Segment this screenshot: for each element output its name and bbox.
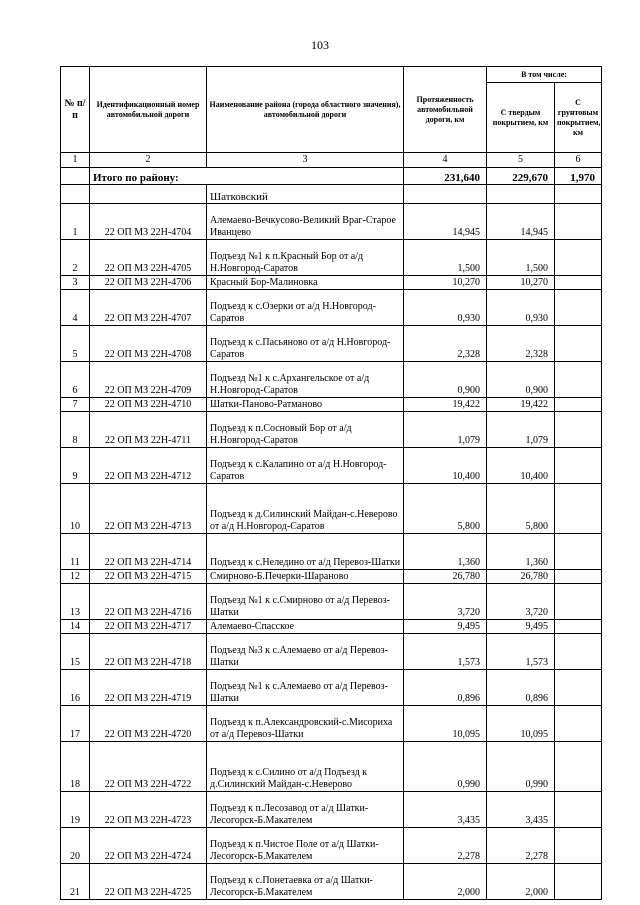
road-soil [555, 326, 602, 362]
road-soil [555, 204, 602, 240]
road-hard: 5,800 [487, 484, 555, 534]
road-length: 2,000 [404, 864, 487, 900]
road-soil [555, 448, 602, 484]
road-name: Подъезд к с.Силино от а/д Подъезд к д.Силинский Майдан-с.Неверово [207, 742, 404, 792]
road-length: 2,278 [404, 828, 487, 864]
road-name: Подъезд к с.Понетаевка от а/д Шатки-Лесогорск-Б.Макателем [207, 864, 404, 900]
road-hard: 0,896 [487, 670, 555, 706]
row-number: 2 [61, 240, 90, 276]
road-hard: 0,900 [487, 362, 555, 398]
road-hard: 19,422 [487, 398, 555, 412]
road-name: Подъезд №1 к с.Архангельское от а/д Н.Новгород-Саратов [207, 362, 404, 398]
table-row [61, 240, 602, 276]
road-hard: 0,930 [487, 290, 555, 326]
row-number: 8 [61, 412, 90, 448]
road-id: 22 ОП МЗ 22Н-4711 [90, 412, 207, 448]
road-hard: 9,495 [487, 620, 555, 634]
road-name: Подъезд к с.Неледино от а/д Перевоз-Шатки [207, 534, 404, 570]
table-row [61, 326, 602, 362]
road-soil [555, 620, 602, 634]
total-hard: 229,670 [487, 168, 555, 185]
row-number: 9 [61, 448, 90, 484]
road-id: 22 ОП МЗ 22Н-4708 [90, 326, 207, 362]
row-number: 18 [61, 742, 90, 792]
road-id: 22 ОП МЗ 22Н-4718 [90, 634, 207, 670]
district-total-row [61, 168, 602, 185]
road-id: 22 ОП МЗ 22Н-4723 [90, 792, 207, 828]
row-number: 15 [61, 634, 90, 670]
header-number: № п/п [61, 67, 90, 153]
road-id: 22 ОП МЗ 22Н-4719 [90, 670, 207, 706]
row-number: 14 [61, 620, 90, 634]
table-row [61, 792, 602, 828]
table-row [61, 828, 602, 864]
road-soil [555, 828, 602, 864]
row-number: 7 [61, 398, 90, 412]
road-hard: 2,278 [487, 828, 555, 864]
road-name: Подъезд к с.Озерки от а/д Н.Новгород-Саратов [207, 290, 404, 326]
road-id: 22 ОП МЗ 22Н-4706 [90, 276, 207, 290]
road-name: Шатки-Паново-Ратманово [207, 398, 404, 412]
row-number: 5 [61, 326, 90, 362]
header-id: Идентификационный номер автомобильной дороги [90, 67, 207, 153]
road-length: 0,930 [404, 290, 487, 326]
road-id: 22 ОП МЗ 22Н-4710 [90, 398, 207, 412]
road-length: 1,360 [404, 534, 487, 570]
row-number: 6 [61, 362, 90, 398]
table-row [61, 448, 602, 484]
road-soil [555, 534, 602, 570]
road-hard: 0,990 [487, 742, 555, 792]
road-name: Подъезд к п.Сосновый Бор от а/д Н.Новгород-Саратов [207, 412, 404, 448]
road-soil [555, 706, 602, 742]
road-name: Подъезд №3 к с.Алемаево от а/д Перевоз-Шатки [207, 634, 404, 670]
col-number: 6 [555, 153, 602, 168]
road-name: Подъезд к п.Чистое Поле от а/д Шатки-Лесогорск-Б.Макателем [207, 828, 404, 864]
road-soil [555, 398, 602, 412]
road-hard: 10,400 [487, 448, 555, 484]
road-name: Подъезд к п.Александровский-с.Мисориха от а/д Перевоз-Шатки [207, 706, 404, 742]
road-hard: 3,435 [487, 792, 555, 828]
road-soil [555, 276, 602, 290]
header-soil: С грунтовым покрытием, км [555, 83, 602, 153]
road-soil [555, 792, 602, 828]
row-number: 12 [61, 570, 90, 584]
road-name: Алемаево-Спасское [207, 620, 404, 634]
road-hard: 1,079 [487, 412, 555, 448]
table-row [61, 204, 602, 240]
road-id: 22 ОП МЗ 22Н-4717 [90, 620, 207, 634]
table-row [61, 742, 602, 792]
road-id: 22 ОП МЗ 22Н-4725 [90, 864, 207, 900]
table-row [61, 864, 602, 900]
column-numbers-row [61, 153, 602, 168]
road-length: 10,400 [404, 448, 487, 484]
road-length: 3,435 [404, 792, 487, 828]
road-id: 22 ОП МЗ 22Н-4722 [90, 742, 207, 792]
road-length: 14,945 [404, 204, 487, 240]
table-row [61, 398, 602, 412]
road-soil [555, 570, 602, 584]
road-soil [555, 742, 602, 792]
header-group: В том числе: [487, 67, 602, 83]
road-name: Красный Бор-Малиновка [207, 276, 404, 290]
road-id: 22 ОП МЗ 22Н-4720 [90, 706, 207, 742]
road-hard: 10,095 [487, 706, 555, 742]
road-soil [555, 634, 602, 670]
road-hard: 14,945 [487, 204, 555, 240]
road-name: Подъезд к с.Калапино от а/д Н.Новгород-Саратов [207, 448, 404, 484]
table-row [61, 412, 602, 448]
total-soil: 1,970 [555, 168, 602, 185]
road-id: 22 ОП МЗ 22Н-4709 [90, 362, 207, 398]
table-row [61, 584, 602, 620]
header-length: Протяженность автомобильной дороги, км [404, 67, 487, 153]
row-number: 4 [61, 290, 90, 326]
district-row [61, 185, 602, 204]
road-id: 22 ОП МЗ 22Н-4704 [90, 204, 207, 240]
road-length: 9,495 [404, 620, 487, 634]
road-hard: 10,270 [487, 276, 555, 290]
road-length: 1,079 [404, 412, 487, 448]
road-soil [555, 240, 602, 276]
road-hard: 1,500 [487, 240, 555, 276]
road-length: 10,095 [404, 706, 487, 742]
road-id: 22 ОП МЗ 22Н-4716 [90, 584, 207, 620]
road-name: Подъезд №1 к с.Алемаево от а/д Перевоз-Шатки [207, 670, 404, 706]
table-row [61, 620, 602, 634]
row-number: 1 [61, 204, 90, 240]
road-name: Подъезд №1 к п.Красный Бор от а/д Н.Новгород-Саратов [207, 240, 404, 276]
road-hard: 26,780 [487, 570, 555, 584]
road-id: 22 ОП МЗ 22Н-4707 [90, 290, 207, 326]
road-length: 26,780 [404, 570, 487, 584]
road-id: 22 ОП МЗ 22Н-4705 [90, 240, 207, 276]
roads-table [60, 66, 602, 900]
road-name: Алемаево-Вечкусово-Великий Враг-Старое Иванцево [207, 204, 404, 240]
table-row [61, 534, 602, 570]
total-label: Итого по району: [90, 168, 404, 185]
road-length: 1,500 [404, 240, 487, 276]
road-length: 0,900 [404, 362, 487, 398]
road-soil [555, 864, 602, 900]
road-length: 5,800 [404, 484, 487, 534]
road-id: 22 ОП МЗ 22Н-4712 [90, 448, 207, 484]
road-soil [555, 290, 602, 326]
road-soil [555, 584, 602, 620]
table-row [61, 362, 602, 398]
road-id: 22 ОП МЗ 22Н-4714 [90, 534, 207, 570]
road-soil [555, 484, 602, 534]
road-hard: 2,000 [487, 864, 555, 900]
road-length: 3,720 [404, 584, 487, 620]
table-row [61, 276, 602, 290]
col-number: 5 [487, 153, 555, 168]
row-number: 16 [61, 670, 90, 706]
road-hard: 1,360 [487, 534, 555, 570]
road-id: 22 ОП МЗ 22Н-4713 [90, 484, 207, 534]
road-name: Подъезд к д.Силинский Майдан-с.Неверово от а/д Н.Новгород-Саратов [207, 484, 404, 534]
row-number: 13 [61, 584, 90, 620]
road-hard: 2,328 [487, 326, 555, 362]
road-hard: 1,573 [487, 634, 555, 670]
row-number: 10 [61, 484, 90, 534]
road-length: 0,896 [404, 670, 487, 706]
row-number: 20 [61, 828, 90, 864]
road-soil [555, 412, 602, 448]
road-soil [555, 362, 602, 398]
row-number: 17 [61, 706, 90, 742]
page-number: 103 [311, 38, 329, 52]
total-length: 231,640 [404, 168, 487, 185]
col-number: 2 [90, 153, 207, 168]
header-hard: С твердым покрытием, км [487, 83, 555, 153]
table-row [61, 570, 602, 584]
col-number: 1 [61, 153, 90, 168]
road-name: Подъезд к с.Пасьяново от а/д Н.Новгород-Саратов [207, 326, 404, 362]
road-id: 22 ОП МЗ 22Н-4715 [90, 570, 207, 584]
road-hard: 3,720 [487, 584, 555, 620]
col-number: 4 [404, 153, 487, 168]
road-length: 0,990 [404, 742, 487, 792]
row-number: 19 [61, 792, 90, 828]
district-name: Шатковский [207, 185, 404, 204]
road-name: Подъезд №1 к с.Смирново от а/д Перевоз-Шатки [207, 584, 404, 620]
road-length: 19,422 [404, 398, 487, 412]
table-row [61, 290, 602, 326]
road-id: 22 ОП МЗ 22Н-4724 [90, 828, 207, 864]
road-length: 10,270 [404, 276, 487, 290]
road-name: Смирново-Б.Печерки-Шараново [207, 570, 404, 584]
table-row [61, 484, 602, 534]
table-row [61, 670, 602, 706]
table-row [61, 634, 602, 670]
road-length: 2,328 [404, 326, 487, 362]
road-length: 1,573 [404, 634, 487, 670]
row-number: 3 [61, 276, 90, 290]
col-number: 3 [207, 153, 404, 168]
row-number: 11 [61, 534, 90, 570]
road-name: Подъезд к п.Лесозавод от а/д Шатки-Лесогорск-Б.Макателем [207, 792, 404, 828]
table-row [61, 706, 602, 742]
header-name: Наименование района (города областного значения), автомобильной дороги [207, 67, 404, 153]
road-soil [555, 670, 602, 706]
row-number: 21 [61, 864, 90, 900]
